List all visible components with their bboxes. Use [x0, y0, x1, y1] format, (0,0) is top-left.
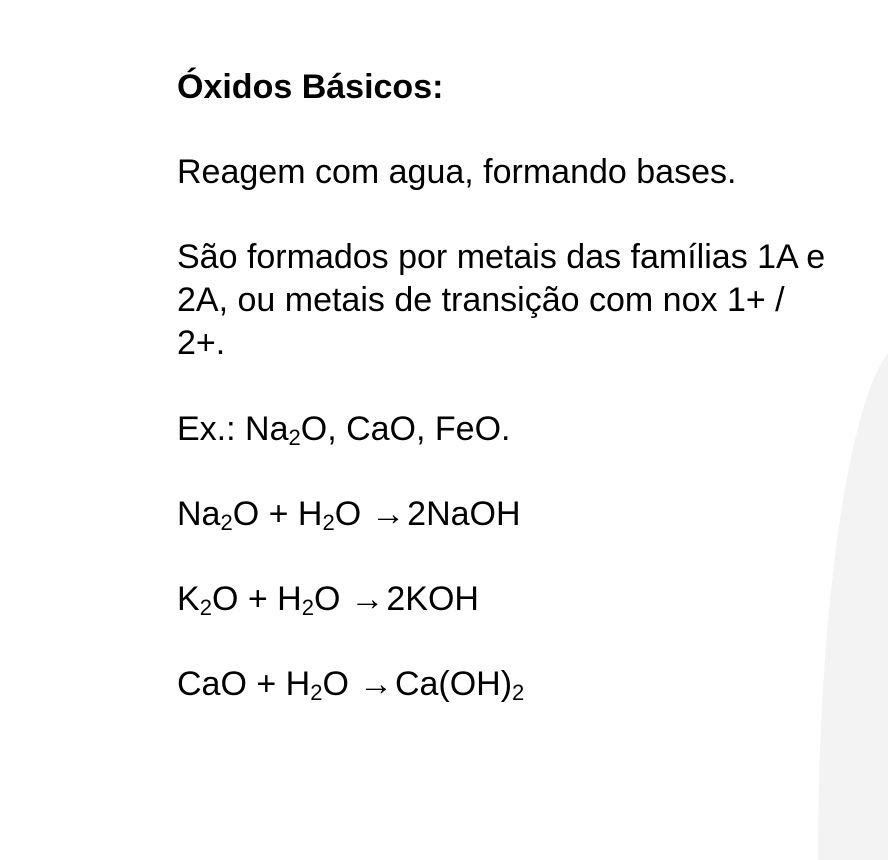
reaction-arrow-icon: → [358, 665, 393, 703]
examples-line [177, 408, 837, 450]
eq3-reactant-2-tail: O [322, 665, 349, 703]
examples-prefix: Ex.: [177, 410, 246, 448]
eq1-reactant-2-subscript: 2 [322, 510, 335, 535]
eq3-reactant-1-tail: + H [246, 665, 311, 703]
reaction-arrow-icon: → [371, 495, 406, 533]
eq2-reactant-1: K [177, 580, 200, 618]
eq1-reactant-2-tail: O [334, 495, 362, 533]
eq3-product-subscript: 2 [512, 680, 525, 705]
eq3-reactant-1: CaO [177, 665, 247, 703]
eq1-product: 2NaOH [407, 495, 521, 533]
examples-rest: O, CaO, FeO. [300, 410, 511, 448]
eq1-reactant-1-subscript: 2 [220, 510, 233, 535]
eq2-reactant-1-tail: O + H [211, 580, 302, 618]
eq3-reactant-2-subscript: 2 [310, 680, 323, 705]
eq2-reactant-2-subscript: 2 [301, 595, 314, 620]
slide-title: Óxidos Básicos: [177, 68, 444, 106]
eq2-reactant-2-tail: O [313, 580, 341, 618]
equation-3 [177, 663, 837, 705]
eq1-reactant-1-tail: O + H [232, 495, 323, 533]
eq2-reactant-1-subscript: 2 [199, 595, 212, 620]
slide-content [177, 66, 837, 748]
reaction-arrow-icon: → [350, 580, 385, 618]
eq3-product: Ca(OH) [394, 665, 513, 703]
equation-2 [177, 578, 837, 620]
examples-na: Na [245, 410, 289, 448]
eq2-product: 2KOH [386, 580, 479, 618]
formation-text: São formados por metais das famílias 1A e 2A, ou metais de transição com nox 1+ / 2+. [177, 238, 826, 362]
examples-na-subscript: 2 [288, 425, 301, 450]
eq1-reactant-1: Na [177, 495, 221, 533]
definition-text: Reagem com agua, formando bases. [177, 153, 737, 191]
equation-1 [177, 493, 837, 535]
